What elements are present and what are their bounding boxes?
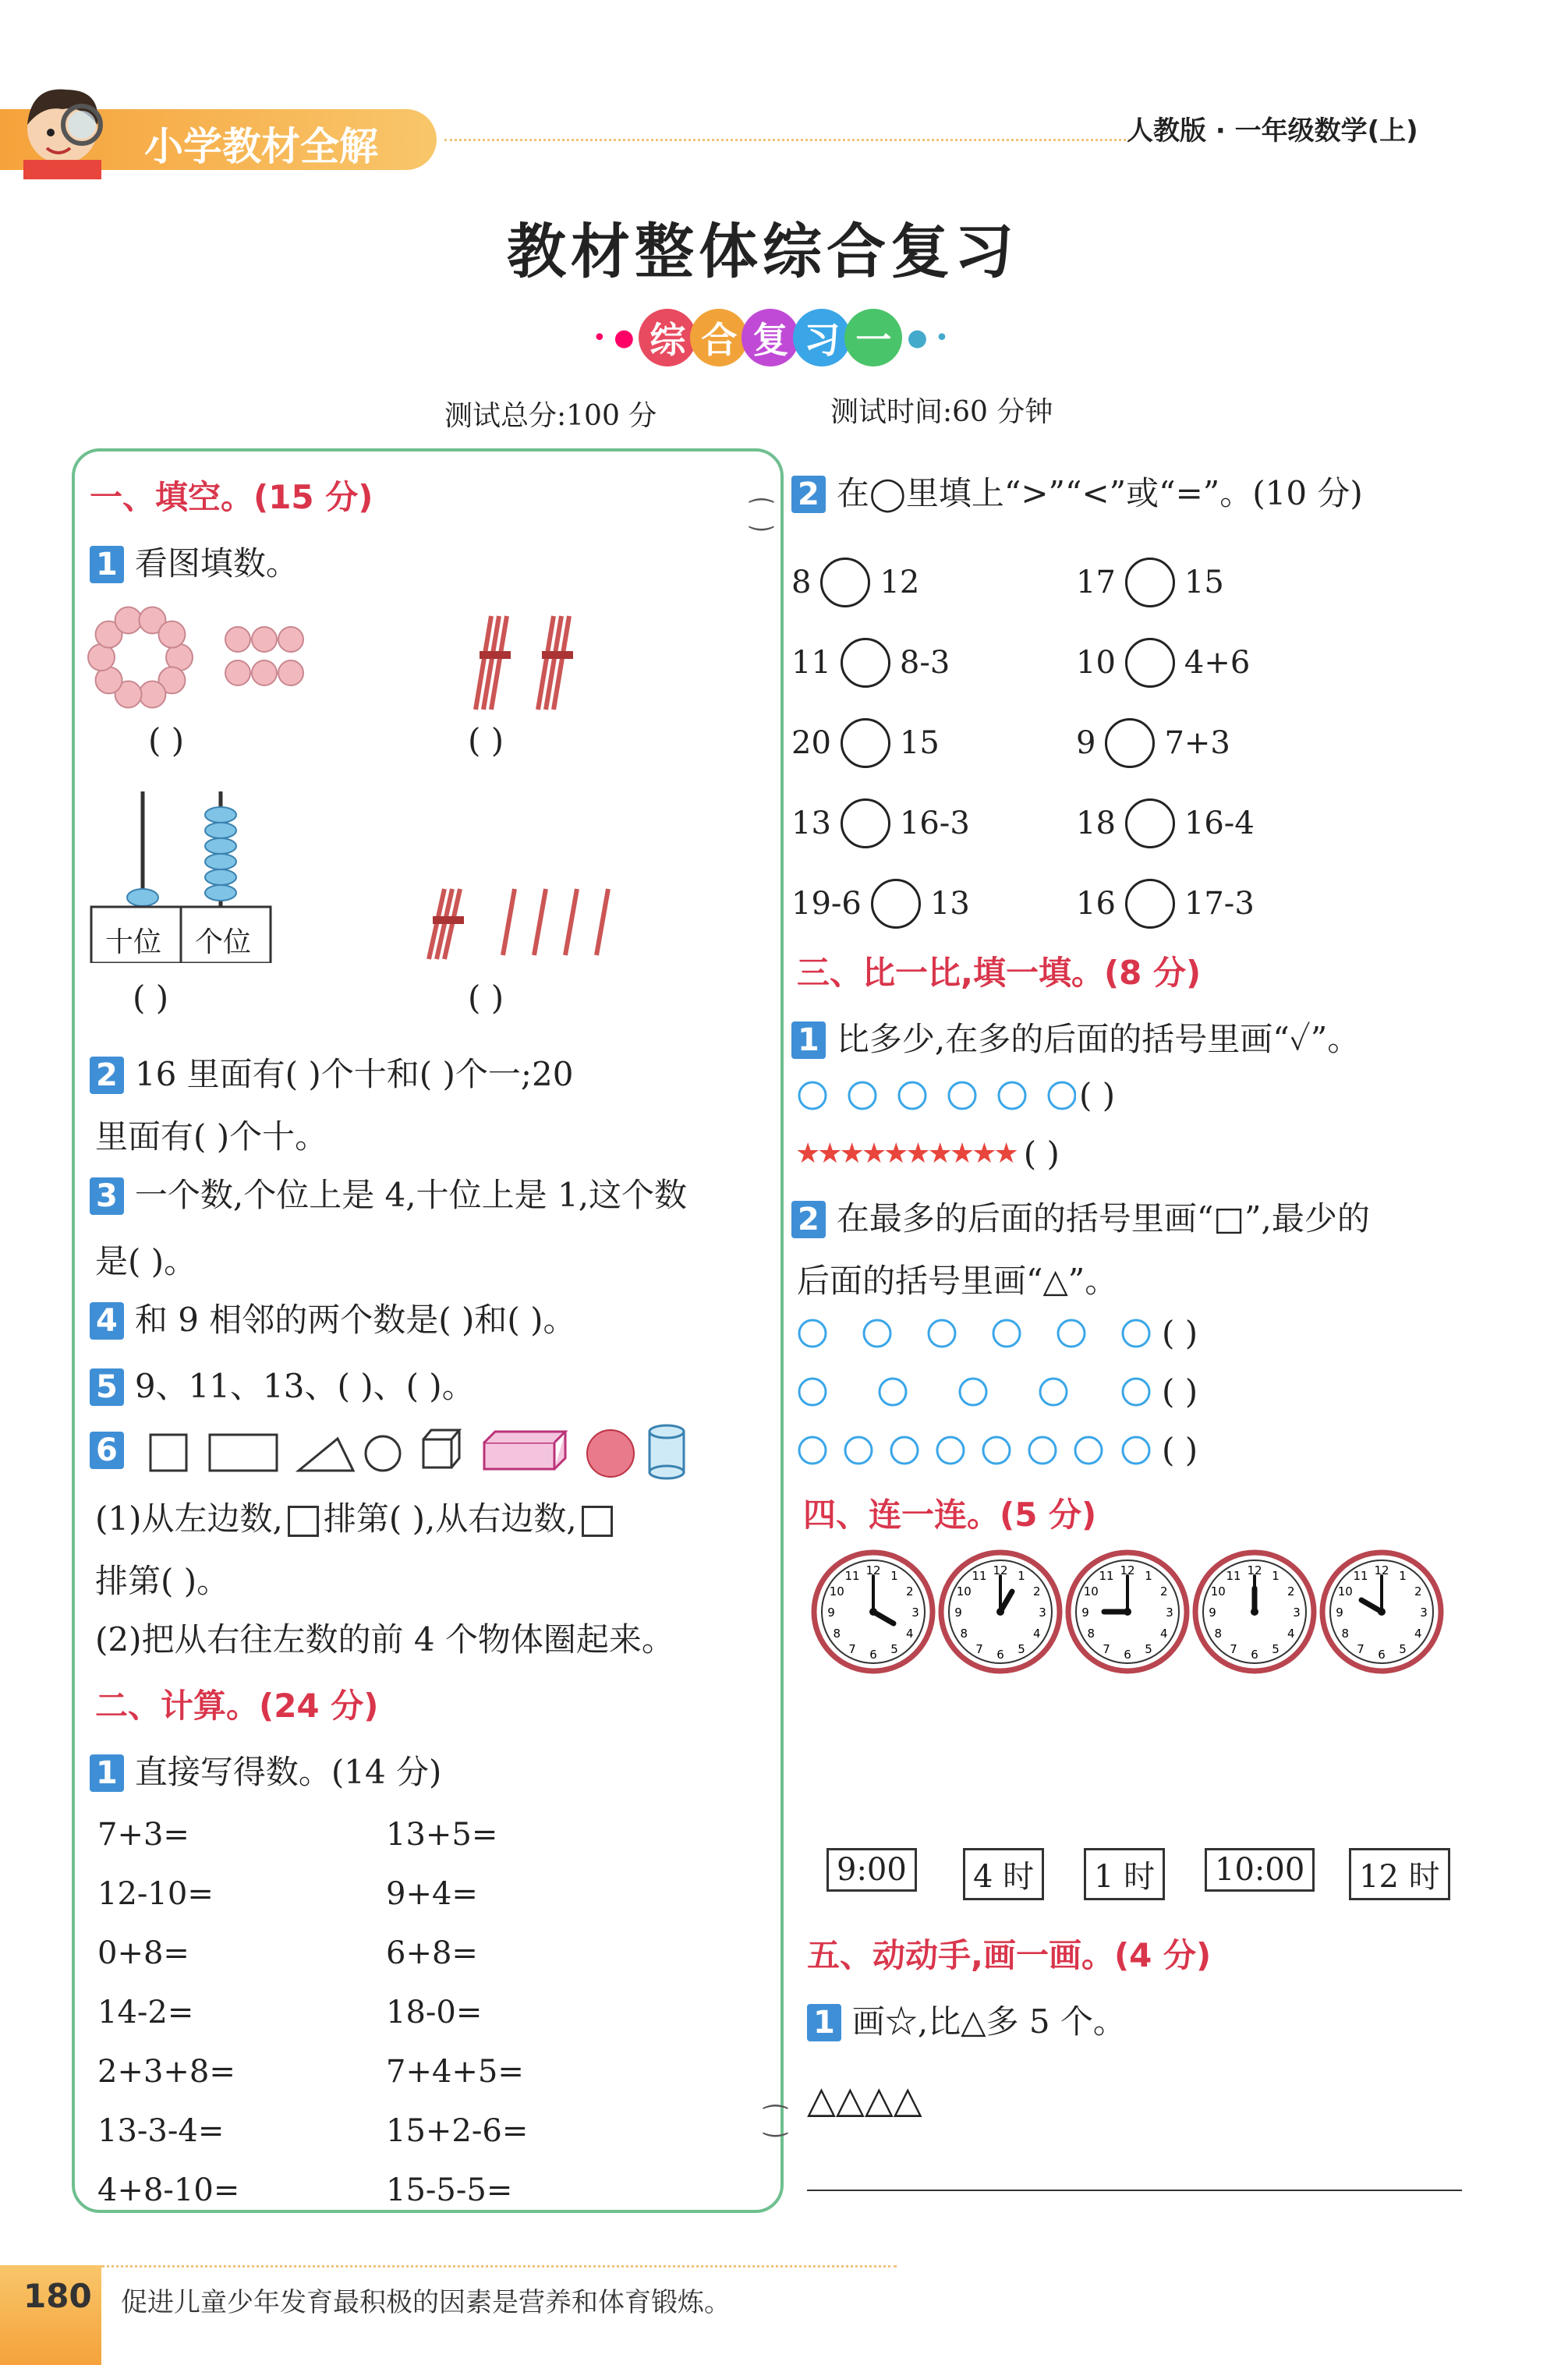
compare-right: 16-4: [1184, 805, 1255, 841]
compare-right: 4+6: [1184, 644, 1251, 681]
q5-sequence: 5 9、11、13、( )、( )。: [90, 1361, 475, 1407]
star-icons: ★★★★★★★★★★: [795, 1138, 1016, 1170]
compare-circle[interactable]: [1125, 798, 1175, 848]
svg-text:3: 3: [911, 1606, 919, 1620]
svg-text:10: 10: [1083, 1584, 1099, 1598]
svg-text:9: 9: [827, 1606, 835, 1620]
svg-text:11: 11: [844, 1569, 860, 1584]
calc-item[interactable]: 4+8-10=: [97, 2172, 240, 2208]
svg-text:10: 10: [1210, 1584, 1226, 1598]
compare-right: 7+3: [1164, 724, 1230, 761]
compare-left: 17: [1076, 564, 1116, 600]
subtitle-char: 综: [639, 309, 696, 366]
q3-line2: 是( )。: [95, 1242, 197, 1280]
svg-text:4: 4: [1414, 1627, 1422, 1641]
svg-text:11: 11: [1353, 1569, 1368, 1584]
bead-ring-image: [82, 597, 331, 721]
calc-column-1: [97, 1805, 239, 2220]
q4-neighbors: 4 和 9 相邻的两个数是( )和( )。: [90, 1294, 576, 1341]
calc-item[interactable]: 14-2=: [97, 1995, 194, 2030]
svg-text:8: 8: [1341, 1627, 1350, 1641]
triangle-row: △△△△: [807, 2078, 922, 2122]
compare-left: 19-6: [791, 885, 862, 922]
calc-item[interactable]: 18-0=: [386, 1995, 483, 2030]
svg-text:4: 4: [1032, 1627, 1041, 1641]
calc-item[interactable]: 13+5=: [386, 1817, 498, 1853]
calc-item[interactable]: 7+3=: [97, 1817, 189, 1853]
mascot-icon: [8, 70, 117, 179]
svg-text:9: 9: [1081, 1606, 1089, 1620]
subtitle-char: 合: [690, 309, 748, 366]
test-time: 测试时间:60 分钟: [830, 396, 1053, 428]
binding-ring-bottom: ⁐: [764, 2105, 787, 2137]
svg-text:2: 2: [905, 1584, 914, 1598]
svg-text:4: 4: [905, 1627, 914, 1641]
subtitle-char: 复: [742, 309, 799, 366]
compare-left: 8: [791, 564, 812, 600]
svg-text:7: 7: [1103, 1641, 1110, 1656]
tens-label: 十位: [105, 926, 162, 958]
circle-row-blank[interactable]: ( ): [1079, 1076, 1116, 1114]
q31-more-less: 1 比多少,在多的后面的括号里画“✓”。: [791, 1014, 1360, 1060]
compare-left: 13: [791, 805, 831, 841]
q6-line3: (2)把从右往左数的前 4 个物体圈起来。: [95, 1620, 674, 1659]
compare-row: [791, 863, 1450, 944]
time-label[interactable]: 9:00: [826, 1848, 917, 1892]
calc-item[interactable]: 12-10=: [97, 1876, 214, 1912]
q51-draw-stars: 1 画☆,比△多 5 个。: [807, 1996, 1126, 2043]
svg-text:1: 1: [1145, 1569, 1152, 1584]
compare-circle[interactable]: [871, 879, 921, 929]
binding-ring-top: ⁐: [750, 499, 773, 531]
svg-text:11: 11: [1099, 1569, 1114, 1584]
clock-face[interactable]: [1322, 1552, 1441, 1671]
svg-text:8: 8: [1087, 1627, 1095, 1641]
svg-text:3: 3: [1039, 1606, 1046, 1620]
compare-left: 9: [1076, 724, 1096, 761]
q2-line2: 里面有( )个十。: [95, 1117, 328, 1156]
compare-row: [791, 542, 1450, 622]
total-score: 测试总分:100 分: [444, 400, 657, 432]
q2-tens-ones: 2 16 里面有( )个十和( )个一;20: [90, 1049, 573, 1096]
svg-text:7: 7: [1357, 1641, 1364, 1656]
svg-text:7: 7: [975, 1641, 983, 1656]
calc-column-2: [386, 1805, 528, 2220]
q32-most-least: 2 在最多的后面的括号里画“□”,最少的: [791, 1193, 1370, 1240]
cube-icon: [288, 1506, 319, 1537]
svg-text:11: 11: [972, 1569, 987, 1584]
svg-text:3: 3: [1293, 1606, 1301, 1620]
page-title: 教材整体综合复习: [507, 217, 1018, 286]
header-rule: [444, 139, 1131, 141]
svg-text:3: 3: [1420, 1606, 1428, 1620]
time-label[interactable]: 10:00: [1205, 1848, 1315, 1892]
svg-text:2: 2: [1159, 1584, 1168, 1598]
time-label[interactable]: 12 时: [1349, 1848, 1450, 1900]
compare-circle[interactable]: [1105, 718, 1155, 768]
svg-text:5: 5: [1145, 1641, 1152, 1656]
compare-left: 10: [1076, 644, 1116, 681]
circle-group-c: [795, 1431, 1198, 1469]
q6-line2: 排第( )。: [95, 1562, 230, 1600]
compare-right: 12: [880, 564, 920, 600]
compare-circle[interactable]: [841, 718, 890, 768]
circle-row: [795, 1076, 1115, 1114]
compare-question: 2 在◯里填上“>”“<”或“=”。(10 分): [791, 468, 1363, 515]
compare-right: 15: [899, 724, 940, 761]
calc-item[interactable]: 9+4=: [386, 1876, 478, 1912]
edition-label: 人教版 · 一年级数学(上): [1127, 115, 1418, 147]
svg-text:4: 4: [1287, 1627, 1295, 1641]
svg-text:9: 9: [1209, 1606, 1216, 1620]
clock-face[interactable]: [941, 1552, 1060, 1671]
svg-text:6: 6: [1378, 1648, 1386, 1662]
svg-text:8: 8: [960, 1627, 968, 1641]
svg-text:10: 10: [1337, 1584, 1353, 1598]
circle-group-a: [795, 1314, 1198, 1352]
compare-left: 20: [791, 724, 831, 761]
section-compare-fill: 三、比一比,填一填。(8 分): [797, 954, 1202, 992]
brand-title: 小学教材全解: [144, 124, 378, 169]
calc-item[interactable]: 15-5-5=: [386, 2172, 513, 2208]
svg-text:7: 7: [848, 1641, 856, 1656]
page-number: 180: [23, 2277, 92, 2315]
compare-row: [791, 703, 1450, 783]
answer-line[interactable]: [807, 2190, 1462, 2191]
review-subtitle: [593, 303, 949, 373]
svg-text:1: 1: [890, 1569, 898, 1584]
svg-text:12: 12: [1247, 1563, 1262, 1577]
section-draw: 五、动动手,画一画。(4 分): [807, 1936, 1212, 1974]
svg-text:9: 9: [954, 1606, 962, 1620]
clock-row: [811, 1548, 1450, 1680]
compare-circle[interactable]: [820, 558, 870, 607]
section-calc: 二、计算。(24 分): [95, 1687, 379, 1725]
compare-right: 8-3: [899, 644, 950, 681]
star-row-blank[interactable]: ( ): [1023, 1135, 1060, 1173]
compare-circle[interactable]: [1125, 558, 1175, 607]
group-c-blank[interactable]: ( ): [1162, 1431, 1198, 1469]
calc-item[interactable]: 13-3-4=: [97, 2113, 225, 2149]
compare-row: [791, 622, 1450, 703]
compare-right: 13: [929, 885, 970, 922]
svg-text:11: 11: [1226, 1569, 1241, 1584]
svg-text:9: 9: [1336, 1606, 1343, 1620]
compare-right: 17-3: [1184, 885, 1255, 922]
svg-text:10: 10: [956, 1584, 972, 1598]
compare-circle[interactable]: [1125, 638, 1175, 688]
group-b-blank[interactable]: ( ): [1162, 1372, 1198, 1411]
compare-grid: [791, 542, 1450, 944]
calc-item[interactable]: 7+4+5=: [386, 2054, 524, 2090]
cube-icon: [582, 1506, 613, 1537]
svg-text:5: 5: [1272, 1641, 1280, 1656]
calc-direct: 1 直接写得数。(14 分): [90, 1747, 441, 1793]
svg-text:3: 3: [1166, 1606, 1173, 1620]
q1-blank-b[interactable]: ( ): [468, 721, 504, 759]
time-label[interactable]: 4 时: [963, 1848, 1044, 1900]
svg-text:6: 6: [1124, 1648, 1131, 1662]
svg-text:5: 5: [890, 1641, 898, 1656]
svg-text:8: 8: [1214, 1627, 1223, 1641]
svg-text:7: 7: [1230, 1641, 1237, 1656]
compare-right: 15: [1184, 564, 1224, 600]
q3-digit-places: 3 一个数,个位上是 4,十位上是 1,这个数: [90, 1170, 687, 1216]
compare-left: 18: [1076, 805, 1116, 841]
compare-circle[interactable]: [841, 798, 890, 848]
q6-shapes-row: 6: [90, 1419, 743, 1482]
svg-text:8: 8: [833, 1627, 841, 1641]
footer-rule: [101, 2265, 897, 2268]
svg-text:12: 12: [1120, 1563, 1135, 1577]
svg-text:2: 2: [1414, 1584, 1422, 1598]
svg-text:1: 1: [1018, 1569, 1025, 1584]
circle-group-b: [795, 1372, 1198, 1411]
svg-text:6: 6: [869, 1648, 877, 1662]
svg-text:6: 6: [996, 1648, 1004, 1662]
svg-text:6: 6: [1251, 1648, 1258, 1662]
svg-text:12: 12: [1374, 1563, 1389, 1577]
subtitle-char: 一: [844, 309, 902, 366]
dots-right: ● •: [907, 324, 949, 352]
group-a-blank[interactable]: ( ): [1162, 1314, 1198, 1352]
footer-tip: 促进儿童少年发育最积极的因素是营养和体育锻炼。: [121, 2287, 731, 2318]
calc-item[interactable]: 15+2-6=: [386, 2113, 529, 2149]
svg-text:12: 12: [865, 1563, 881, 1577]
star-row: [795, 1135, 1060, 1173]
subtitle-char: 习: [793, 309, 851, 366]
calc-item[interactable]: 0+8=: [97, 1935, 189, 1971]
q1-blank-a[interactable]: ( ): [148, 721, 185, 759]
compare-circle[interactable]: [1125, 879, 1175, 929]
compare-left: 11: [791, 644, 831, 681]
dots-left: • ●: [593, 324, 635, 352]
calc-item[interactable]: 6+8=: [386, 1935, 478, 1971]
compare-row: [791, 783, 1450, 863]
q6-line1: (1)从左边数, 排第( ),从右边数,: [95, 1493, 613, 1540]
q1-blank-d[interactable]: ( ): [468, 979, 504, 1017]
calc-item[interactable]: 2+3+8=: [97, 2054, 235, 2090]
time-label[interactable]: 1 时: [1084, 1848, 1165, 1900]
bundle-and-sticks-image: [421, 881, 624, 967]
svg-text:2: 2: [1287, 1584, 1295, 1598]
svg-text:12: 12: [993, 1563, 1008, 1577]
compare-left: 16: [1076, 885, 1116, 922]
svg-text:1: 1: [1399, 1569, 1407, 1584]
clock-face[interactable]: [1195, 1552, 1314, 1671]
ones-label: 个位: [195, 926, 252, 958]
compare-right: 16-3: [899, 805, 970, 841]
compare-circle[interactable]: [841, 638, 890, 688]
section-fill-blank: 一、填空。(15 分): [90, 478, 373, 516]
section-match: 四、连一连。(5 分): [803, 1496, 1097, 1534]
svg-text:5: 5: [1018, 1641, 1025, 1656]
clock-face[interactable]: [1068, 1552, 1187, 1671]
svg-text:5: 5: [1399, 1641, 1407, 1656]
q32-line2: 后面的括号里画“△”。: [797, 1262, 1118, 1300]
q1-look-fill: 1 看图填数。: [90, 538, 299, 585]
svg-text:10: 10: [829, 1584, 844, 1598]
stick-bundles-image: [452, 608, 593, 717]
svg-text:2: 2: [1032, 1584, 1041, 1598]
q1-blank-c[interactable]: ( ): [133, 979, 169, 1017]
svg-text:4: 4: [1159, 1627, 1168, 1641]
svg-text:1: 1: [1272, 1569, 1280, 1584]
clock-face[interactable]: [814, 1552, 933, 1671]
